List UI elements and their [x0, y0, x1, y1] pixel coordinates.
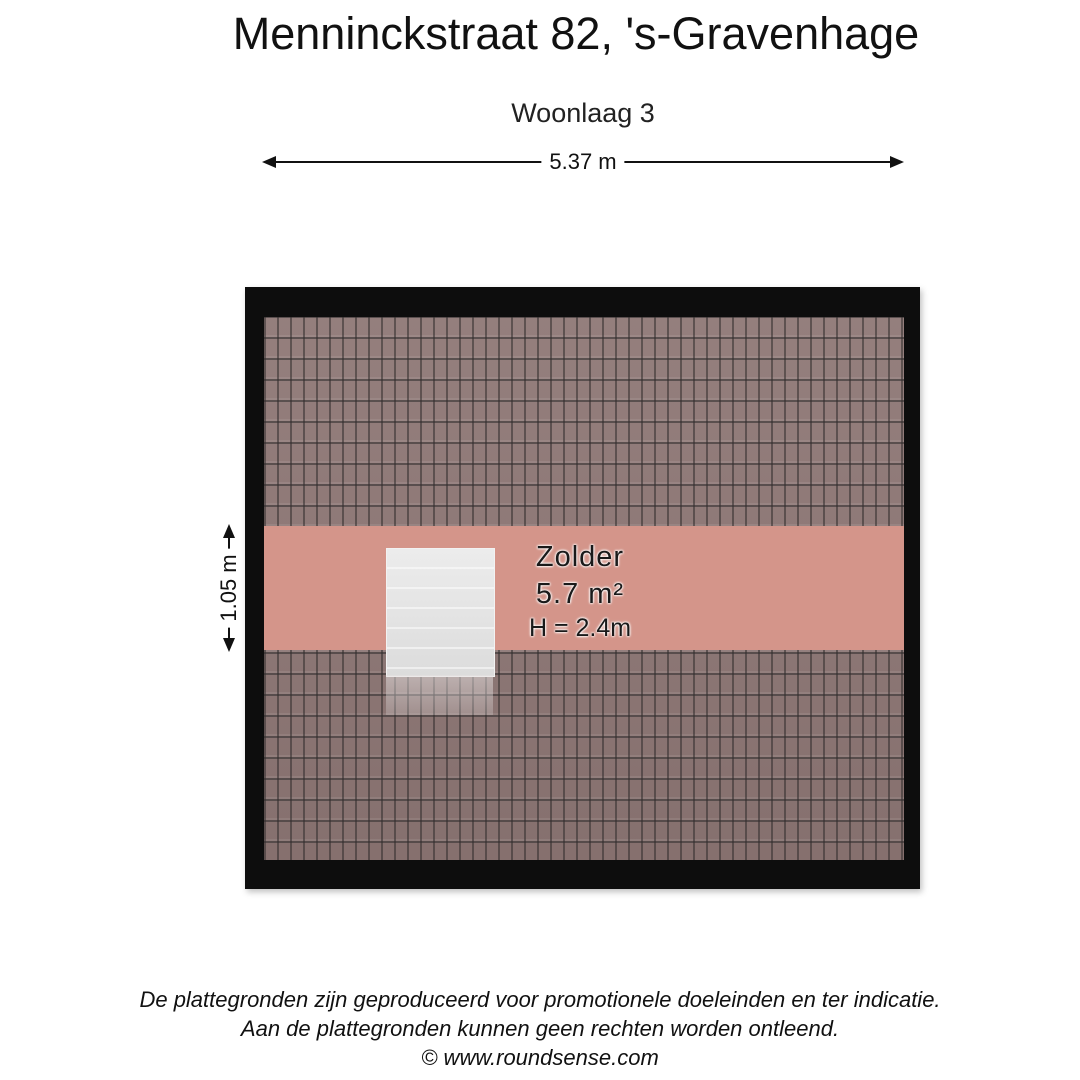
roof-hatch	[386, 548, 495, 677]
disclaimer-line-2: Aan de plattegronden kunnen geen rechten worden ontleend.	[240, 1016, 840, 1041]
room-height: H = 2.4m	[528, 614, 632, 642]
copyright-link[interactable]: © www.roundsense.com	[421, 1045, 659, 1070]
arrow-left-icon	[262, 156, 276, 168]
arrow-right-icon	[890, 156, 904, 168]
depth-dimension-label: 1.05 m	[216, 548, 242, 627]
width-dimension	[262, 146, 904, 178]
width-dimension-label: 5.37 m	[541, 146, 624, 178]
room-area: 5.7 m²	[535, 578, 625, 610]
arrow-up-icon	[223, 524, 235, 538]
room-name: Zolder	[535, 541, 625, 573]
disclaimer	[0, 985, 1080, 1072]
arrow-down-icon	[223, 638, 235, 652]
floor-level-label: Woonlaag 3	[511, 98, 655, 128]
floorplan-outer-walls	[245, 287, 920, 889]
depth-dimension	[215, 524, 243, 652]
floorplan-title: Menninckstraat 82, 's-Gravenhage	[232, 8, 920, 59]
disclaimer-line-1: De plattegronden zijn geproduceerd voor promotionele doeleinden en ter indicatie.	[139, 987, 941, 1012]
roof-hatch-shadow	[386, 675, 493, 715]
room-label	[505, 538, 655, 644]
